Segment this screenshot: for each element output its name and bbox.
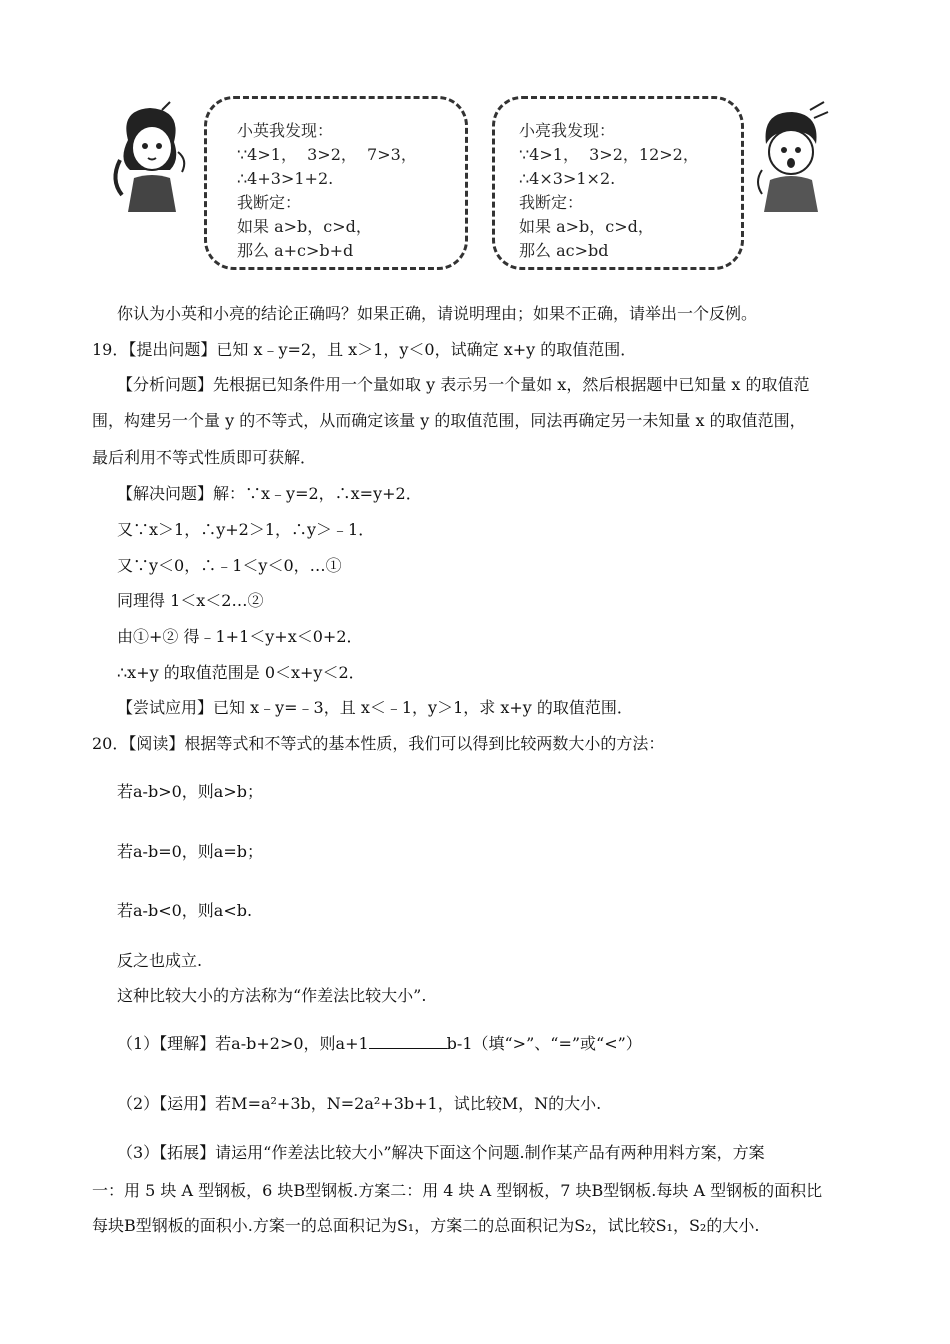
q19-analysis-line1: 【分析问题】先根据已知条件用一个量如取 y 表示另一个量如 x，然后根据题中已知量 x 的取值范 <box>117 375 810 394</box>
xiaoying-line: 那么 a+c>b+d <box>237 241 354 260</box>
q20-converse: 反之也成立. <box>117 951 203 970</box>
q20-part1-text-b: b-1（填“>”、“=”或“<”） <box>446 1034 642 1053</box>
q18-question-text: 你认为小英和小亮的结论正确吗？如果正确，请说明理由；如果不正确，请举出一个反例。 <box>117 304 758 323</box>
xiaoying-line: 如果 a>b，c>d， <box>237 217 372 236</box>
xiaoying-line: ∴4+3>1+2. <box>237 169 334 188</box>
q20-rule-greater: 若a-b>0，则a>b； <box>117 782 263 801</box>
xiaoying-text <box>237 119 417 263</box>
xiaoying-line: ∵4>1， 3>2， 7>3， <box>237 145 417 164</box>
xiaoliang-text <box>519 119 699 263</box>
xiaoliang-line: 小亮我发现： <box>519 121 616 140</box>
q19-application: 【尝试应用】已知 x﹣y=﹣3，且 x＜﹣1，y＞1，求 x+y 的取值范围． <box>117 698 633 717</box>
q20-method-name: 这种比较大小的方法称为“作差法比较大小”. <box>117 986 427 1005</box>
q19-solution-line4: 同理得 1＜x＜2…② <box>117 591 264 610</box>
boy-character-icon <box>740 100 840 220</box>
q20-part1 <box>117 1033 642 1055</box>
q20-part3-line2: 一：用 5 块 A 型钢板，6 块B型钢板.方案二：用 4 块 A 型钢板，7 块B型钢板.每块 A 型钢板的面积比 <box>92 1181 823 1200</box>
q20-part2: （2）【运用】若M=a²+3b，N=2a²+3b+1，试比较M，N的大小. <box>117 1094 602 1113</box>
xiaoliang-line: ∵4>1， 3>2，12>2， <box>519 145 699 164</box>
q19-solution-line5: 由①+② 得﹣1+1＜y+x＜0+2． <box>117 627 363 646</box>
xiaoliang-line: ∴4×3>1×2. <box>519 169 616 188</box>
q19-solution-line1: 【解决问题】解：∵x﹣y=2，∴x=y+2． <box>117 484 422 503</box>
q19-analysis-line2: 围，构建另一个量 y 的不等式，从而确定该量 y 的取值范围，同法再确定另一未知量 x 的取值范围， <box>92 411 806 430</box>
q20-rule-equal: 若a-b=0，则a=b； <box>117 842 263 861</box>
xiaoliang-line: 那么 ac>bd <box>519 241 609 260</box>
xiaoliang-line: 如果 a>b，c>d， <box>519 217 654 236</box>
q20-prompt: 20．【阅读】根据等式和不等式的基本性质，我们可以得到比较两数大小的方法： <box>92 734 665 753</box>
q20-part3-line1: （3）【拓展】请运用“作差法比较大小”解决下面这个问题.制作某产品有两种用料方案，方案 <box>117 1143 765 1162</box>
q19-solution-line2: 又∵x＞1，∴y+2＞1，∴y＞﹣1． <box>117 520 375 539</box>
answer-blank[interactable] <box>369 1034 447 1049</box>
q20-part3-line3: 每块B型钢板的面积小.方案一的总面积记为S₁，方案二的总面积记为S₂，试比较S₁，S₂的大小. <box>92 1216 760 1235</box>
xiaoliang-line: 我断定： <box>519 193 584 212</box>
xiaoliang-speech-bubble <box>492 96 744 270</box>
q20-part1-text-a: （1）【理解】若a-b+2>0，则a+1 <box>117 1034 369 1053</box>
xiaoying-line: 我断定： <box>237 193 302 212</box>
q19-analysis-line3: 最后利用不等式性质即可获解． <box>92 448 317 467</box>
speech-bubbles-illustration <box>100 90 840 280</box>
girl-character-icon <box>100 100 200 220</box>
xiaoying-line: 小英我发现： <box>237 121 334 140</box>
q19-solution-line3: 又∵y＜0，∴﹣1＜y＜0，…① <box>117 556 342 575</box>
q19-solution-line6: ∴x+y 的取值范围是 0＜x+y＜2． <box>117 663 365 682</box>
xiaoying-speech-bubble <box>204 96 468 270</box>
q20-rule-less: 若a-b<0，则a<b. <box>117 901 253 920</box>
q19-prompt: 19．【提出问题】已知 x﹣y=2，且 x＞1，y＜0，试确定 x+y 的取值范围． <box>92 340 637 359</box>
